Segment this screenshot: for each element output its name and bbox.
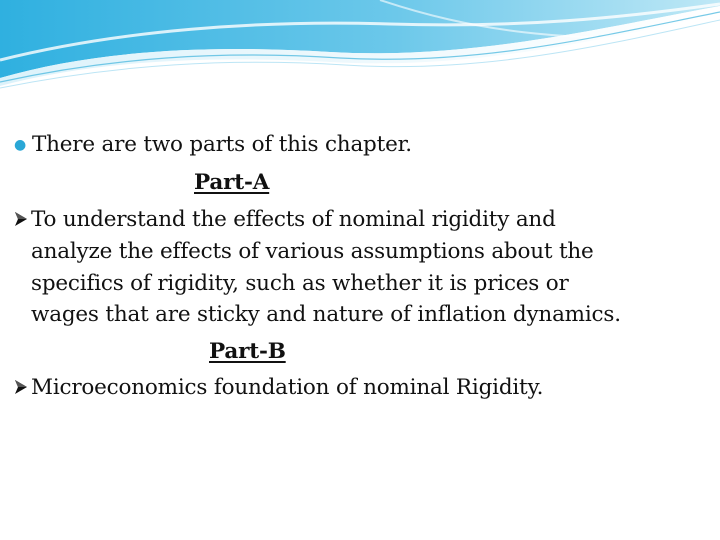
- part-b-heading: Part-B: [209, 339, 286, 364]
- header-wave-decoration: [0, 0, 720, 92]
- part-a-line-3: specifics of rigidity, such as whether it is prices or: [31, 271, 569, 296]
- part-a-line-2: analyze the effects of various assumptions about the: [31, 239, 594, 264]
- part-a-line-4: wages that are sticky and nature of inflation dynamics.: [31, 302, 621, 327]
- part-b-item: [14, 376, 543, 400]
- arrow-bullet-icon: [14, 211, 28, 227]
- arrow-bullet-icon: [14, 379, 28, 395]
- part-a-line-1: To understand the effects of nominal rigidity and: [31, 207, 556, 232]
- part-b-line: Microeconomics foundation of nominal Rigidity.: [31, 375, 544, 400]
- part-a-heading: Part-A: [194, 170, 270, 195]
- intro-text: There are two parts of this chapter.: [32, 132, 412, 157]
- intro-line: [14, 133, 412, 157]
- round-bullet-icon: ●: [14, 137, 27, 153]
- part-a-item: [14, 208, 556, 232]
